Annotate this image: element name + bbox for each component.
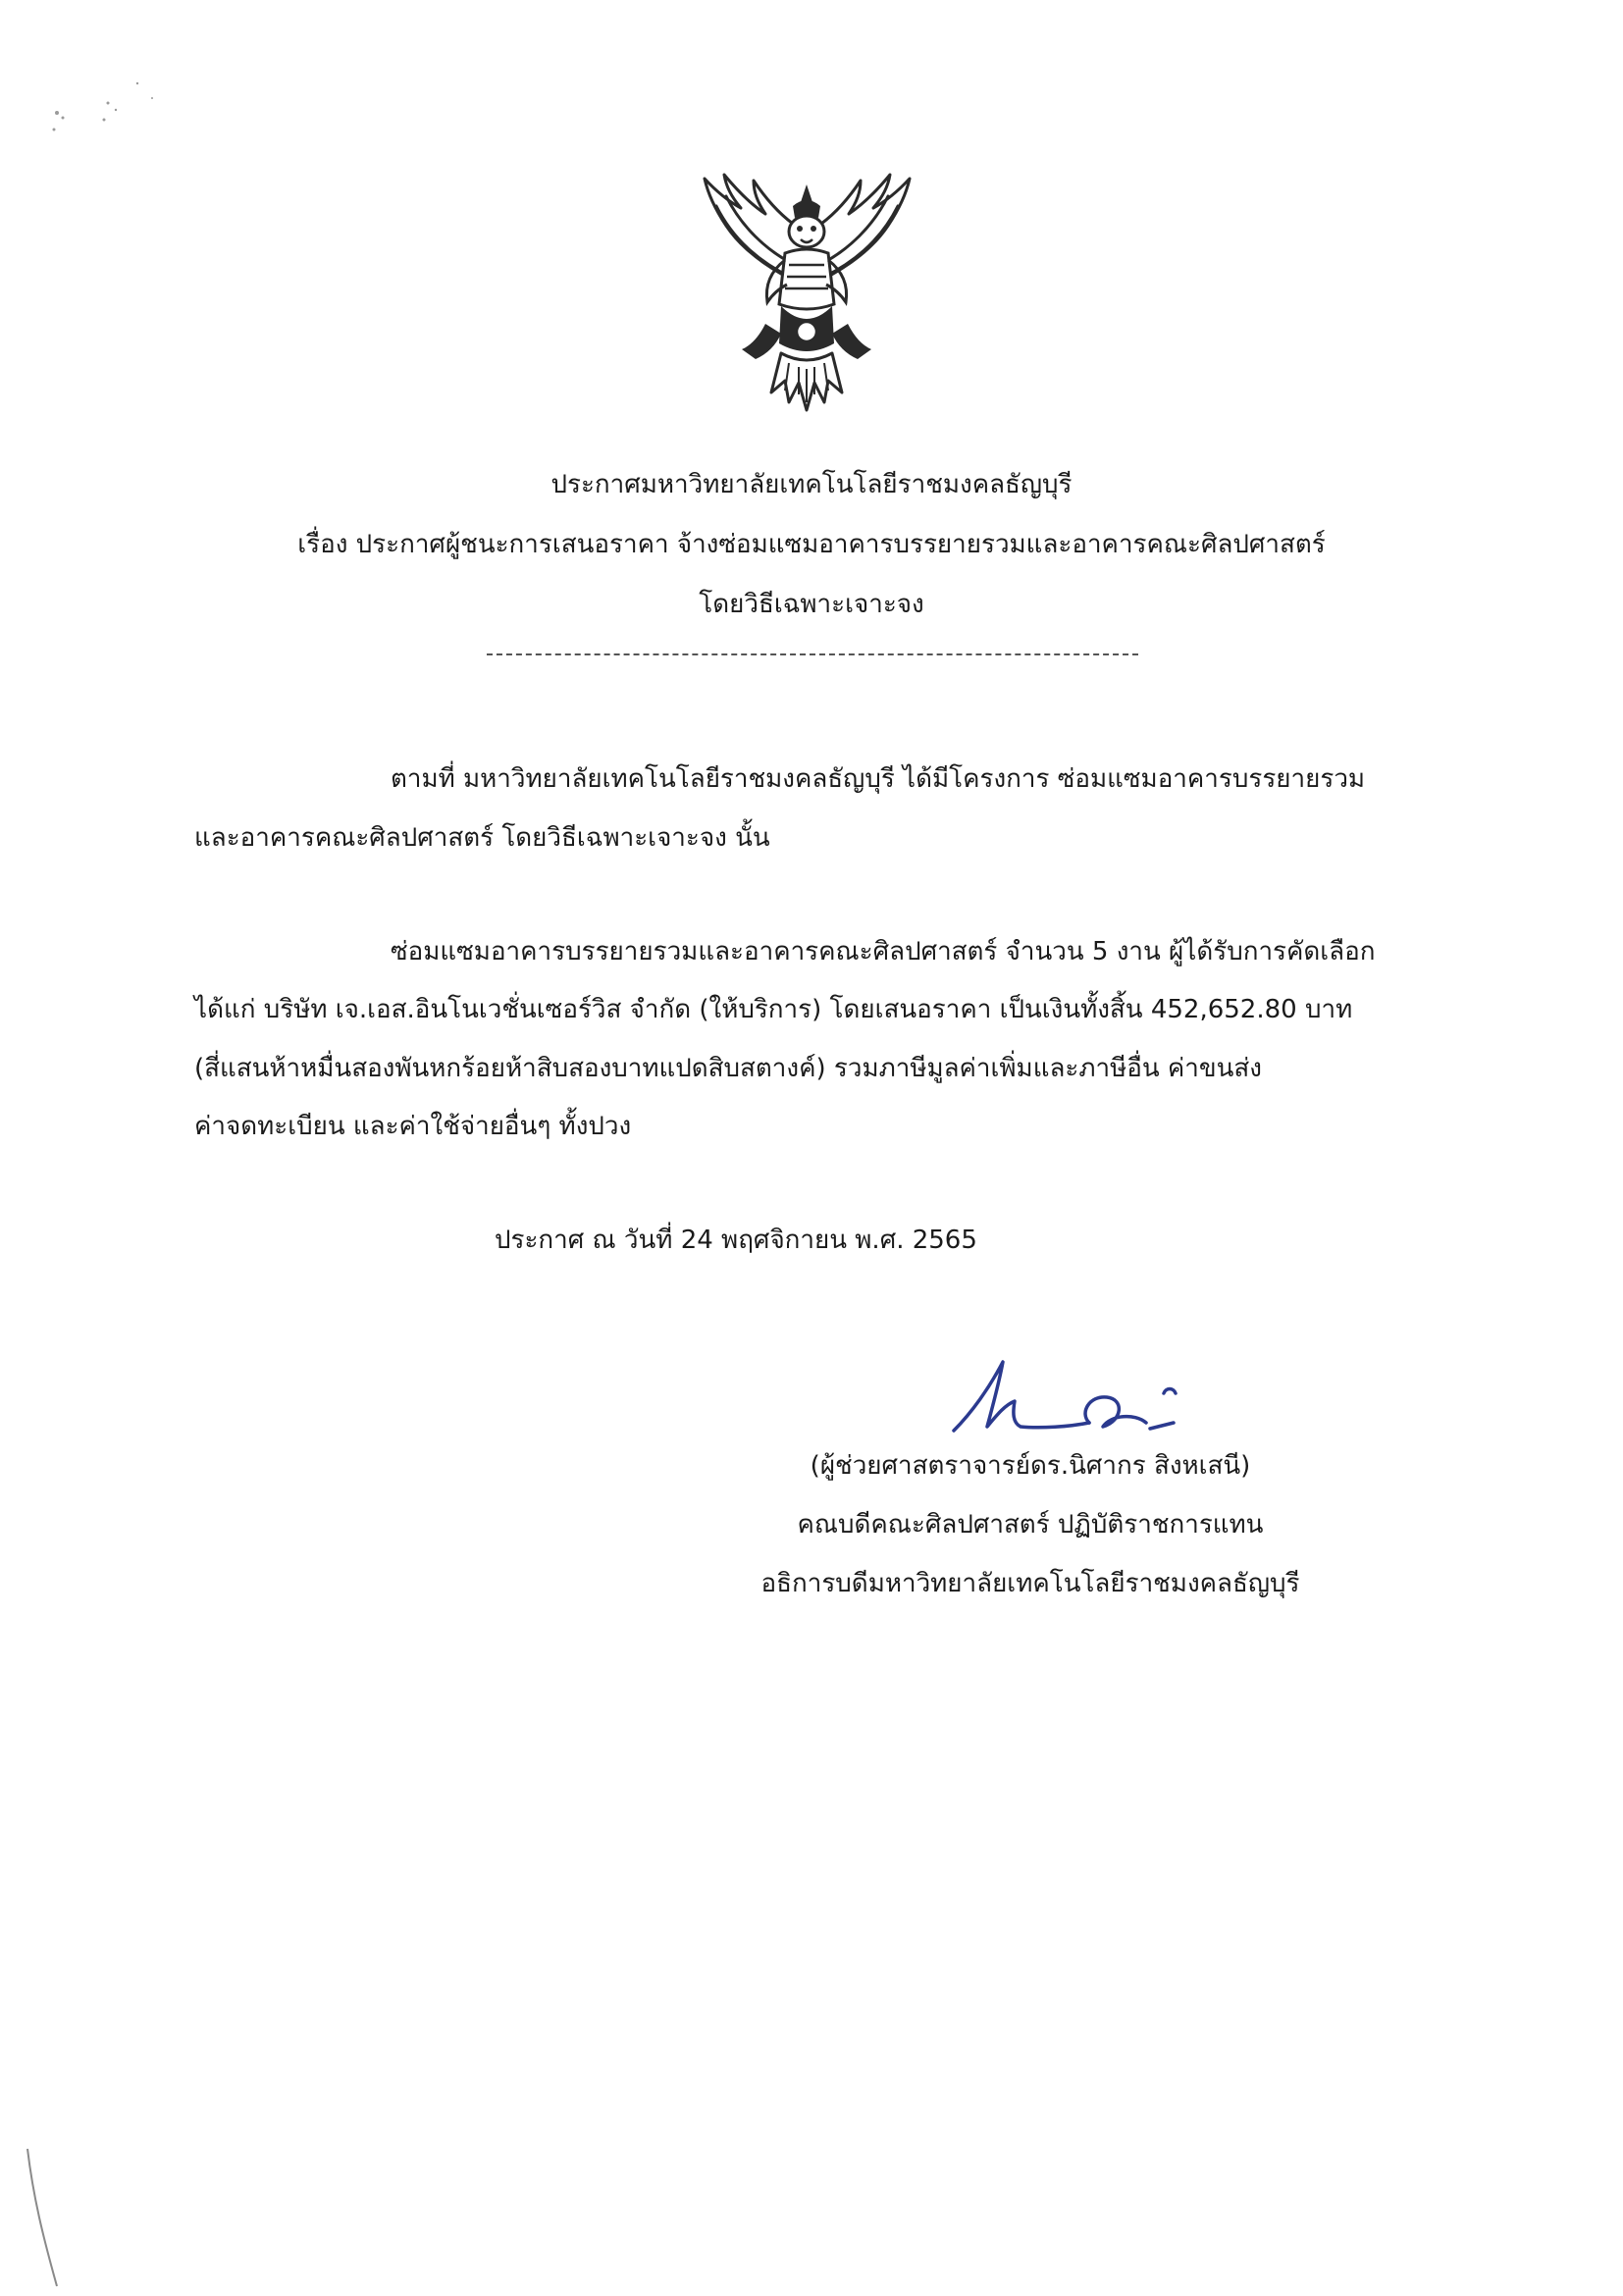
announcement-method: โดยวิธีเฉพาะเจาะจง bbox=[699, 590, 924, 619]
signatory-position-1: คณบดีคณะศิลปศาสตร์ ปฏิบัติราชการแทน bbox=[797, 1510, 1264, 1539]
announcement-subject: เรื่อง ประกาศผู้ชนะการเสนอราคา จ้างซ่อมแซมอาคารบรรยายรวมและอาคารคณะศิลปศาสตร์ bbox=[297, 530, 1326, 559]
header-divider bbox=[487, 653, 1138, 655]
announcement-title: ประกาศมหาวิทยาลัยเทคโนโลยีราชมงคลธัญบุรี bbox=[550, 470, 1073, 499]
paragraph2-line4: ค่าจดทะเบียน และค่าใช้จ่ายอื่นๆ ทั้งปวง bbox=[194, 1112, 632, 1141]
handwritten-signature bbox=[942, 1344, 1197, 1452]
signatory-position-2: อธิการบดีมหาวิทยาลัยเทคโนโลยีราชมงคลธัญบุรี bbox=[760, 1569, 1300, 1598]
paragraph2-line2: ได้แก่ บริษัท เจ.เอส.อินโนเวชั่นเซอร์วิส จำกัด (ให้บริการ) โดยเสนอราคา เป็นเงินทั้งสิ้น 452,652.80 บาท bbox=[194, 995, 1353, 1024]
scan-edge-mark bbox=[20, 2139, 79, 2296]
paragraph2-line3: (สี่แสนห้าหมื่นสองพันหกร้อยห้าสิบสองบาทแปดสิบสตางค์) รวมภาษีมูลค่าเพิ่มและภาษีอื่น ค่าขนส่ง bbox=[194, 1054, 1262, 1083]
signatory-name: (ผู้ช่วยศาสตราจารย์ดร.นิศากร สิงหเสนี) bbox=[810, 1451, 1251, 1481]
paragraph1-line2: และอาคารคณะศิลปศาสตร์ โดยวิธีเฉพาะเจาะจง นั้น bbox=[194, 823, 770, 853]
announcement-date: ประกาศ ณ วันที่ 24 พฤศจิกายน พ.ศ. 2565 bbox=[495, 1226, 977, 1255]
paragraph2-line1: ซ่อมแซมอาคารบรรยายรวมและอาคารคณะศิลปศาสตร์ จำนวน 5 งาน ผู้ได้รับการคัดเลือก bbox=[391, 937, 1376, 966]
garuda-emblem-icon bbox=[687, 167, 927, 417]
paragraph1-line1: ตามที่ มหาวิทยาลัยเทคโนโลยีราชมงคลธัญบุรี ได้มีโครงการ ซ่อมแซมอาคารบรรยายรวม bbox=[391, 764, 1366, 794]
scan-speck-marks bbox=[39, 59, 177, 157]
